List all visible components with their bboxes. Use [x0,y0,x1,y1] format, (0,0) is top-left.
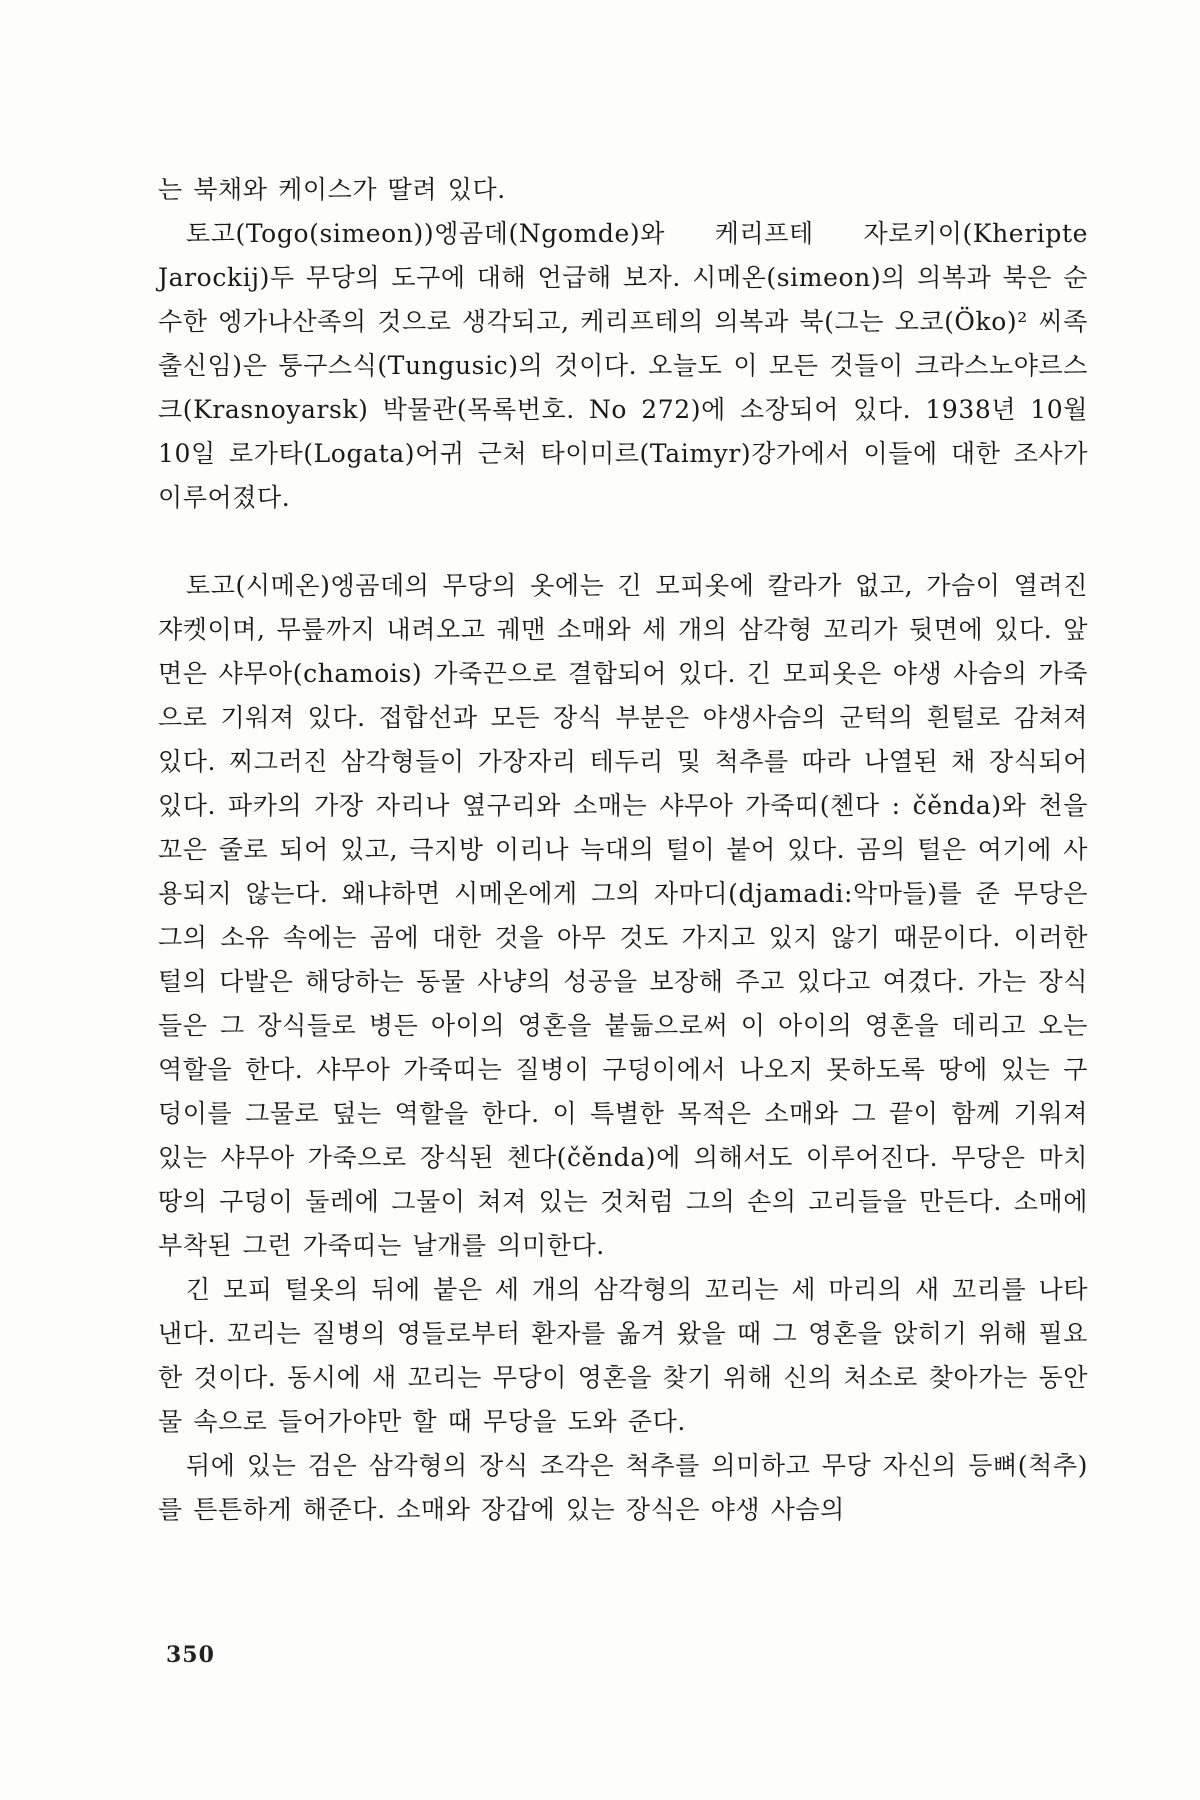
paragraph: 뒤에 있는 검은 삼각형의 장식 조각은 척추를 의미하고 무당 자신의 등뼈(척추)를 튼튼하게 해준다. 소매와 장갑에 있는 장식은 야생 사슴의 [158,1451,1088,1524]
paragraph: 토고(Togo(simeon))엥곰데(Ngomde)와 케리프테 자로키이(Kheripte Jarockij)두 무당의 도구에 대해 언급해 보자. 시메온(simeon)의 의복과 북은 순수한 엥가나산족의 것으로 생각되고, 케리프테의 의복과 북(그는 오코(Öko)² 씨족출신임)은 퉁구스식(Tungusic)의 것이다. 오늘도 이 모든 것들이 크라스노야르스크(Krasnoyarsk) 박물관(목록번호. No 272)에 소장되어 있다. 1938년 10월 10일 로가타(Logata)어귀 근처 타이미르(Taimyr)강가에서 이들에 대한 조사가 이루어졌다. [158,219,1088,512]
paragraph: 는 북채와 케이스가 딸려 있다. [158,175,506,204]
paragraph: 긴 모피 털옷의 뒤에 붙은 세 개의 삼각형의 꼬리는 세 마리의 새 꼬리를 나타낸다. 꼬리는 질병의 영들로부터 환자를 옮겨 왔을 때 그 영혼을 앉히기 위해 필요한 것이다. 동시에 새 꼬리는 무당이 영혼을 찾기 위해 신의 처소로 찾아가는 동안 물 속으로 들어가야만 할 때 무당을 도와 준다. [158,1275,1088,1436]
body-text [158,168,1088,1532]
paragraph-gap [158,520,1088,564]
paragraph: 토고(시메온)엥곰데의 무당의 옷에는 긴 모피옷에 칼라가 없고, 가슴이 열려진 쟈켓이며, 무릎까지 내려오고 궤맨 소매와 세 개의 삼각형 꼬리가 뒷면에 있다. 앞면은 샤무아(chamois) 가죽끈으로 결합되어 있다. 긴 모피옷은 야생 사슴의 가죽으로 기워져 있다. 접합선과 모든 장식 부분은 야생사슴의 군턱의 흰털로 감쳐져 있다. 찌그러진 삼각형들이 가장자리 테두리 및 척추를 따라 나열된 채 장식되어 있다. 파카의 가장 자리나 옆구리와 소매는 샤무아 가죽띠(첸다 : čěnda)와 천을 꼬은 줄로 되어 있고, 극지방 이리나 늑대의 털이 붙어 있다. 곰의 털은 여기에 사용되지 않는다. 왜냐하면 시메온에게 그의 자마디(djamadi:악마들)를 준 무당은 그의 소유 속에는 곰에 대한 것을 아무 것도 가지고 있지 않기 때문이다. 이러한 털의 다발은 해당하는 동물 사냥의 성공을 보장해 주고 있다고 여겼다. 가는 장식들은 그 장식들로 병든 아이의 영혼을 붙듦으로써 이 아이의 영혼을 데리고 오는 역할을 한다. 샤무아 가죽띠는 질병이 구덩이에서 나오지 못하도록 땅에 있는 구덩이를 그물로 덮는 역할을 한다. 이 특별한 목적은 소매와 그 끝이 함께 기워져 있는 샤무아 가죽으로 장식된 첸다(čěnda)에 의해서도 이루어진다. 무당은 마치 땅의 구덩이 둘레에 그물이 쳐져 있는 것처럼 그의 손의 고리들을 만든다. 소매에 부착된 그런 가죽띠는 날개를 의미한다. [158,571,1088,1260]
page-number: 350 [166,1642,215,1668]
